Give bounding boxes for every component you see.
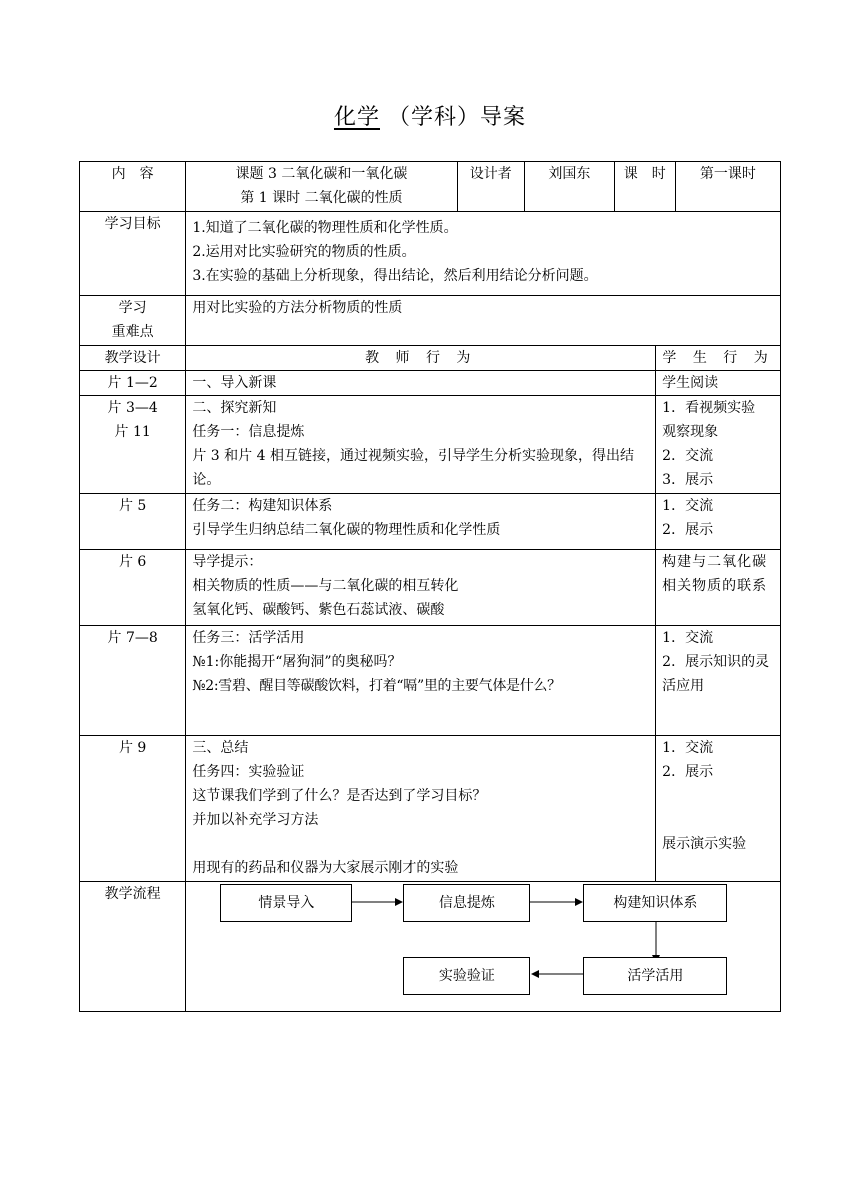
table-row: [80, 550, 781, 626]
student-line: 观察现象: [662, 424, 719, 440]
teacher-line: 引导学生归纳总结二氧化碳的物理性质和化学性质: [192, 522, 501, 538]
teacher-cell: [186, 494, 656, 550]
slide-cell: [80, 494, 186, 550]
student-cell: [656, 626, 781, 736]
teacher-line: 任务二：构建知识体系: [192, 498, 333, 514]
student-line: 2．交流: [662, 448, 714, 464]
period-value: 第一课时: [675, 162, 780, 212]
teacher-line: 导学提示：: [192, 554, 263, 570]
document-title: [0, 100, 860, 131]
title-rest: （学科）导案: [388, 105, 527, 130]
table-row: [80, 371, 781, 396]
student-line: 2．展示: [662, 764, 714, 780]
flow-diagram: [186, 882, 780, 1010]
header-row: [80, 162, 781, 212]
flow-label: 教学流程: [80, 882, 186, 1012]
flow-step-3: 构建知识体系: [583, 884, 727, 922]
slide-label: 片 5: [118, 498, 147, 514]
topic-line-2: 第 1 课时 二氧化碳的性质: [240, 190, 403, 206]
slide-cell: [80, 371, 186, 396]
slide-label: 片 1—2: [107, 375, 158, 391]
student-line: 3．展示: [662, 472, 714, 488]
student-cell: [656, 396, 781, 494]
student-line: 2．展示: [662, 522, 714, 538]
subject-name: 化学: [333, 105, 380, 130]
slide-cell: [80, 396, 186, 494]
teacher-cell: [186, 550, 656, 626]
designer-label: 设计者: [457, 162, 524, 212]
student-cell: [656, 494, 781, 550]
content-label: 内 容: [80, 162, 186, 212]
teacher-line: 任务一：信息提炼: [192, 424, 305, 440]
teacher-cell: [186, 626, 656, 736]
col-student: 学 生 行 为: [656, 346, 781, 371]
designer-name: 刘国东: [524, 162, 614, 212]
teacher-line: №1:你能揭开“屠狗洞”的奥秘吗？: [192, 654, 402, 670]
table-row: [80, 396, 781, 494]
col-design: 教学设计: [80, 346, 186, 371]
teacher-line: 用现有的药品和仪器为大家展示刚才的实验: [192, 860, 459, 876]
student-line: 1．交流: [662, 498, 714, 514]
student-cell: [656, 550, 781, 626]
teacher-cell: [186, 396, 656, 494]
student-spacer: [662, 784, 774, 832]
student-line: 1．看视频实验: [662, 400, 756, 416]
goal-item: 3.在实验的基础上分析现象，得出结论，然后利用结论分析问题。: [192, 268, 598, 284]
slide-label: 片 6: [118, 554, 147, 570]
teacher-line: №2:雪碧、醒目等碳酸饮料，打着“嗝”里的主要气体是什么？: [192, 678, 561, 694]
table-row: [80, 494, 781, 550]
teacher-line: 相关物质的性质——与二氧化碳的相互转化: [192, 578, 459, 594]
student-line: 学生阅读: [662, 375, 719, 391]
student-line: 1．交流: [662, 740, 714, 756]
goals-label: 学习目标: [80, 212, 186, 296]
flow-cell: [186, 882, 781, 1012]
teacher-line: 这节课我们学到了什么？是否达到了学习目标？: [192, 788, 487, 804]
lesson-plan-table: [79, 161, 781, 1012]
student-cell: [656, 371, 781, 396]
teacher-line: 一、导入新课: [192, 375, 277, 391]
topic-cell: [186, 162, 457, 212]
goals-list: [186, 212, 781, 296]
student-line: 构建与二氧化碳相关物质的联系: [662, 554, 768, 594]
teacher-cell: [186, 371, 656, 396]
goal-item: 1.知道了二氧化碳的物理性质和化学性质。: [192, 220, 458, 236]
slide-cell: [80, 736, 186, 882]
topic-line-1: 课题 3 二氧化碳和一氧化碳: [235, 166, 408, 182]
table-row: [80, 736, 781, 882]
goals-row: [80, 212, 781, 296]
teacher-line: 并加以补充学习方法: [192, 812, 319, 828]
key-points-row: [80, 296, 781, 346]
teacher-line: 任务四：实验验证: [192, 764, 305, 780]
teacher-line: 任务三：活学活用: [192, 630, 305, 646]
student-cell: [656, 736, 781, 882]
student-line: 展示演示实验: [662, 836, 747, 852]
teacher-line: 片 3 和片 4 相互链接，通过视频实验，引导学生分析实验现象，得出结论。: [192, 448, 634, 488]
flow-step-2: 信息提炼: [403, 884, 530, 922]
key-points-label-1: 学习: [118, 300, 147, 316]
slide-label: 片 9: [118, 740, 147, 756]
slide-cell: [80, 626, 186, 736]
teacher-line: 三、总结: [192, 740, 249, 756]
flow-step-4: 活学活用: [583, 957, 727, 995]
flow-step-5: 实验验证: [403, 957, 530, 995]
period-label: 课 时: [614, 162, 675, 212]
student-line: 1．交流: [662, 630, 714, 646]
teacher-spacer: [192, 832, 649, 856]
table-row: [80, 626, 781, 736]
flow-row: [80, 882, 781, 1012]
flow-step-1: 情景导入: [220, 884, 352, 922]
goal-item: 2.运用对比实验研究的物质的性质。: [192, 244, 416, 260]
slide-label: 片 7—8: [107, 630, 158, 646]
slide-cell: [80, 550, 186, 626]
column-header-row: [80, 346, 781, 371]
slide-label: 片 3—4: [107, 400, 158, 416]
col-teacher: 教 师 行 为: [186, 346, 656, 371]
key-points-label-2: 重难点: [111, 324, 154, 340]
key-points-label: [80, 296, 186, 346]
teacher-line: 二、探究新知: [192, 400, 277, 416]
key-points-text: 用对比实验的方法分析物质的性质: [186, 296, 781, 346]
student-line: 2．展示知识的灵活应用: [662, 654, 770, 694]
teacher-line: 氢氧化钙、碳酸钙、紫色石蕊试液、碳酸: [192, 602, 445, 618]
teacher-cell: [186, 736, 656, 882]
slide-label: 片 11: [114, 424, 151, 440]
